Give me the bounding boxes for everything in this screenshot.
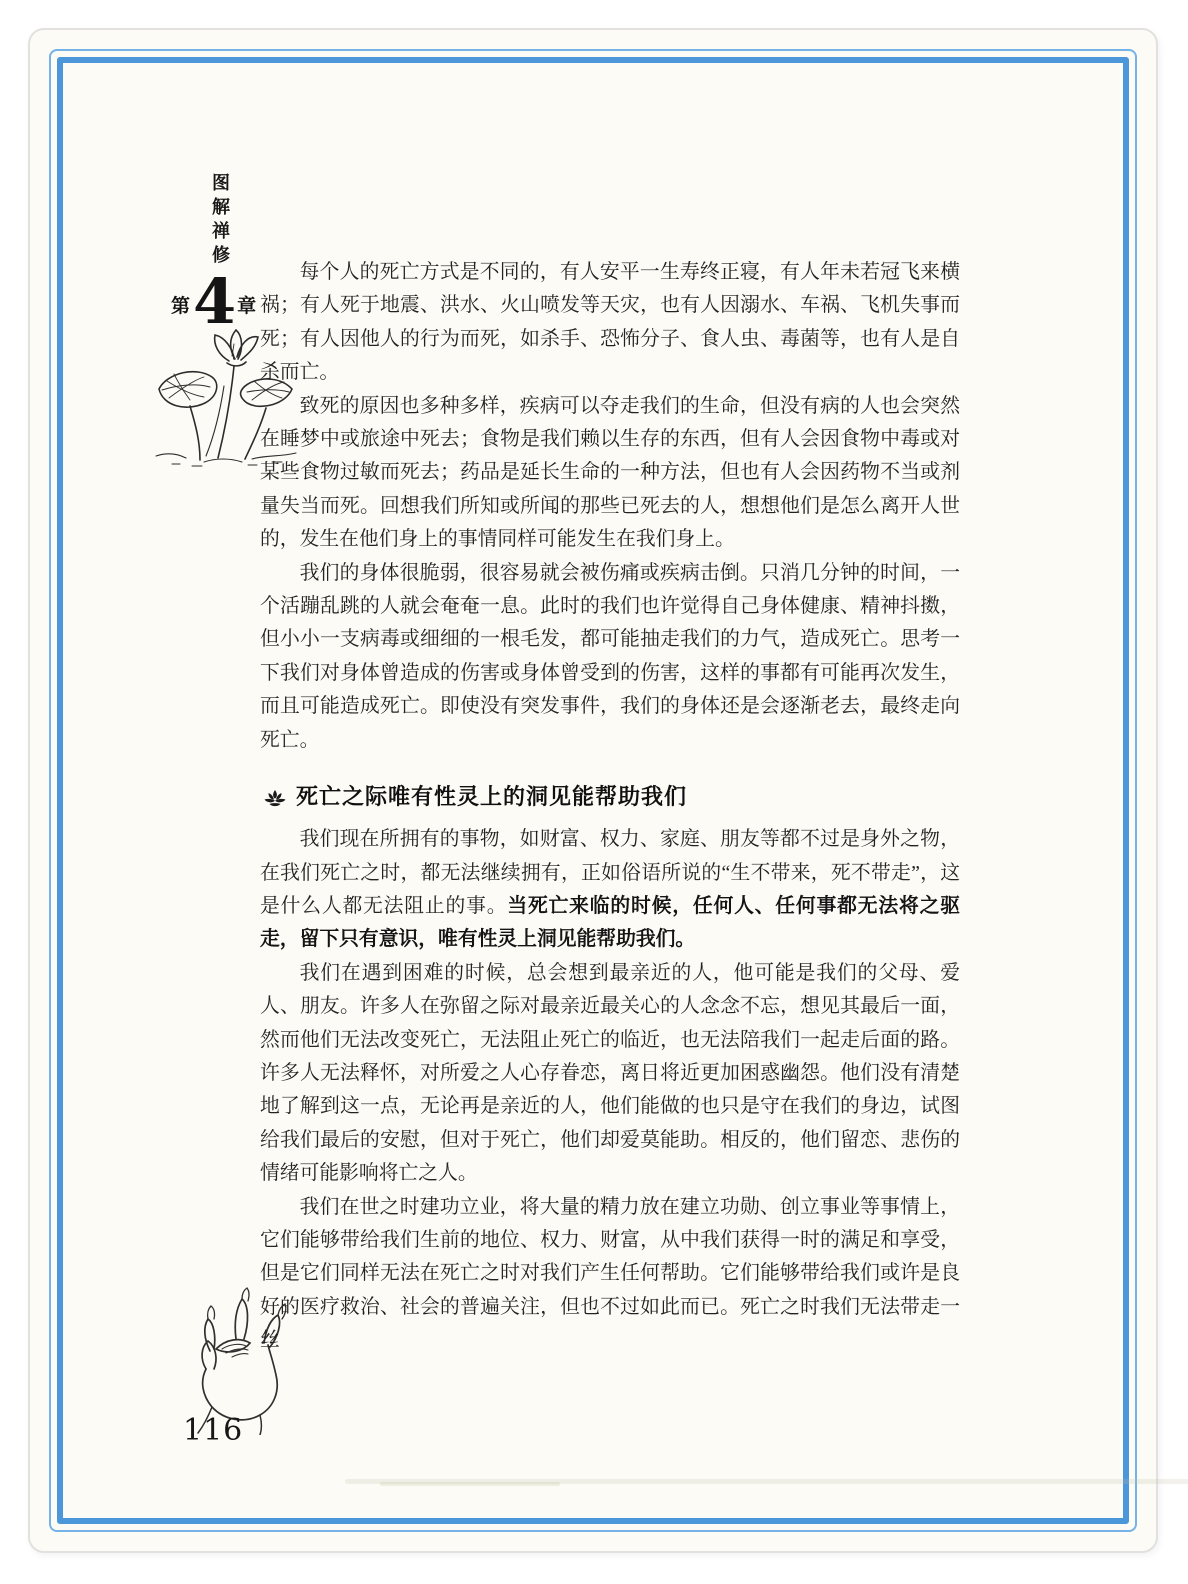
chapter-label (171, 265, 257, 338)
paragraph-bold-text: 当死亡来临的时候，任何人、任何事都无法将之驱走，留下只有意识，唯有性灵上洞见能帮助我们。 (260, 894, 960, 951)
book-title-vertical: 图解禅修 (210, 173, 230, 269)
paragraph-text: 我们现在所拥有的事物，如财富、权力、家庭、朋友等都不过是身外之物，在我们死亡之时，都无法继续拥有，正如俗语所说的“生不带来，死不带走”，这是什么人都无法阻止的事。 (260, 828, 960, 917)
section-heading-text: 死亡之际唯有性灵上的洞见能帮助我们 (296, 784, 688, 810)
section-heading (263, 782, 960, 812)
body-paragraph: 每个人的死亡方式是不同的，有人安平一生寿终正寝，有人年未若冠飞来横祸；有人死于地震、洪水、火山喷发等天灾，也有人因溺水、车祸、飞机失事而死；有人因他人的行为而死，如杀手、恐怖分子、食人虫、毒菌等，也有人是自杀而亡。 (260, 261, 960, 384)
body-paragraph: 致死的原因也多种多样，疾病可以夺走我们的生命，但没有病的人也会突然在睡梦中或旅途中死去；食物是我们赖以生存的东西，但有人会因食物中毒或对某些食物过敏而死去；药品是延长生命的一种方法，但也有人会因药物不当或剂量失当而死。回想我们所知或所闻的那些已死去的人，想想他们是怎么离开人世的，发生在他们身上的事情同样可能发生在我们身上。 (260, 394, 960, 551)
chapter-prefix: 第 (171, 295, 191, 317)
scan-artifact (380, 1482, 560, 1486)
page-number: 116 (183, 1413, 244, 1448)
lotus-ornament-icon (263, 789, 287, 808)
body-paragraph: 我们在遇到困难的时候，总会想到最亲近的人，他可能是我们的父母、爱人、朋友。许多人在弥留之际对最亲近最关心的人念念不忘，想见其最后一面，然而他们无法改变死亡，无法阻止死亡的临近，也无法陪我们一起走后面的路。许多人无法释怀，对所爱之人心存眷恋，离日将近更加困惑幽怨。他们没有清楚地了解到这一点，无论再是亲近的人，他们能做的也只是守在我们的身边，试图给我们最后的安慰，但对于死亡，他们却爱莫能助。相反的，他们留恋、悲伤的情绪可能影响将亡之人。 (260, 961, 960, 1185)
chapter-suffix: 章 (237, 295, 257, 317)
main-text-column (260, 256, 960, 1358)
body-paragraph: 我们在世之时建功立业，将大量的精力放在建立功勋、创立事业等事情上，它们能够带给我们生前的地位、权力、财富，从中我们获得一时的满足和享受，但是它们同样无法在死亡之时对我们产生任何帮助。它们能够带给我们或许是良好的医疗救治、社会的普遍关注，但也不过如此而已。死亡之时我们无法带走一丝 (260, 1195, 960, 1352)
body-paragraph: 我们的身体很脆弱，很容易就会被伤痛或疾病击倒。只消几分钟的时间，一个活蹦乱跳的人就会奄奄一息。此时的我们也许觉得自己身体健康、精神抖擞，但小小一支病毒或细细的一根毛发，都可能抽走我们的力气，造成死亡。思考一下我们对身体曾造成的伤害或身体曾受到的伤害，这样的事都有可能再次发生，而且可能造成死亡。即使没有突发事件，我们的身体还是会逐渐老去，最终走向死亡。 (260, 561, 960, 751)
body-paragraph (260, 823, 960, 957)
chapter-number: 4 (193, 265, 235, 338)
